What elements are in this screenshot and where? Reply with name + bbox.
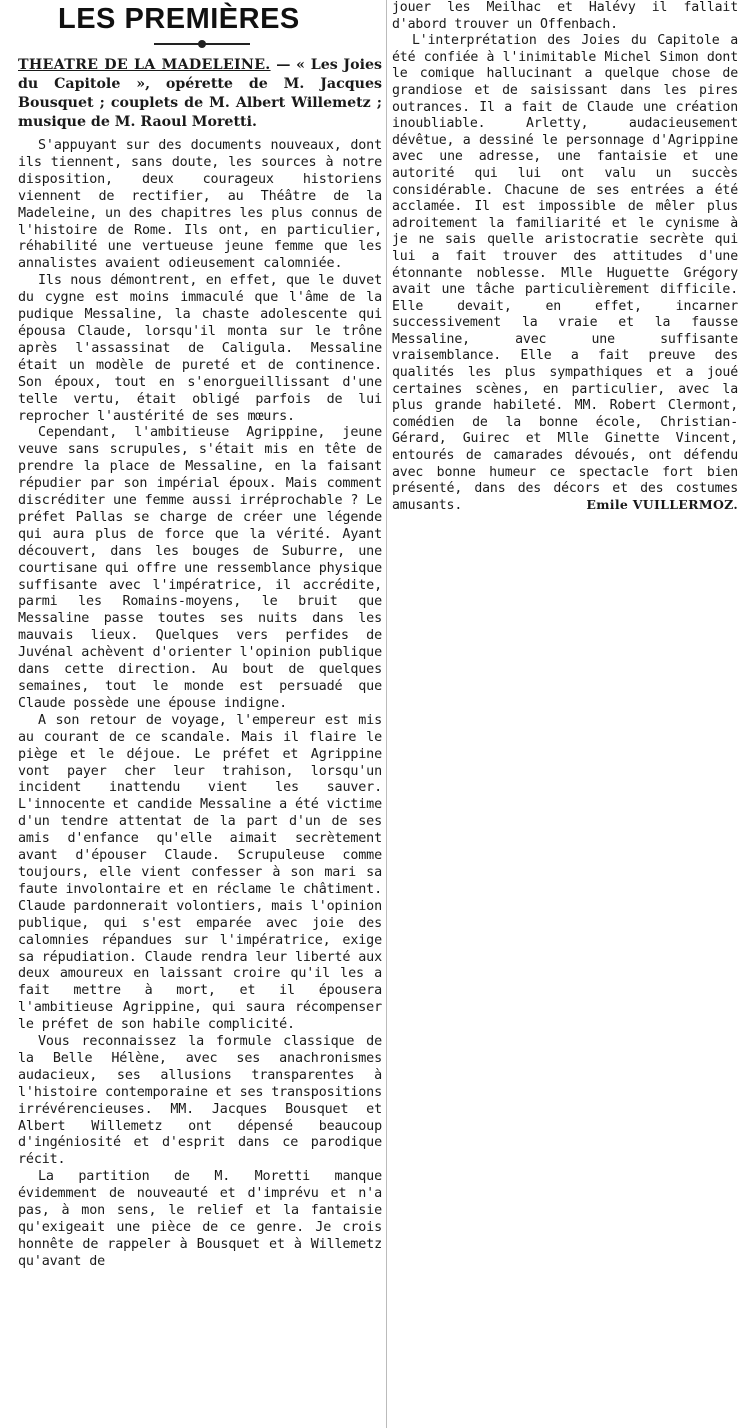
article-paragraph-5: Vous reconnaissez la formule classique de la Belle Hélène, avec ses anachronismes audacieux, ses allusions transparentes à l'histoire contemporaine et ses transpositions irrévérencieuses. MM. Jacques Bousquet et Albert Willemetz ont dépensé beaucoup d'ingéniosité et d'esprit dans ce parodique récit. — [18, 1034, 382, 1168]
article-paragraph-6: La partition de M. Moretti manque évidemment de nouveauté et d'imprévu et n'a pas, à mon sens, le relief et la fantaisie qu'exigeait une pièce de ce genre. Je crois honnête de rappeler à Bousquet et à Willemetz qu'avant de — [18, 1169, 382, 1269]
column-divider — [386, 0, 387, 1428]
ornament-divider — [154, 40, 250, 48]
author-signature: Emile VUILLERMOZ. — [586, 497, 738, 513]
article-paragraph-3: Cependant, l'ambitieuse Agrippine, jeune veuve sans scrupules, s'était mis en tête de prendre la place de Messaline, en la faisant répudier par son impérial époux. Mais comment discréditer une femme aussi irréprochable ? Le préfet Pallas se charge de créer une légende qui aura plus de force que la vérité. Ayant découvert, dans les bouges de Suburre, une courtisane qui offre une ressemblance physique suffisante avec l'impératrice, il accrédite, parmi les Romains-moyens, le bruit que Messaline passe toutes ses nuits dans les mauvais lieux. Quelques vers perfides de Juvénal achèvent d'orienter l'opinion publique dans cette direction. Au bout de quelques semaines, tout le monde est persuadé que Claude possède une épouse indigne. — [18, 425, 382, 711]
headline: LES PREMIÈRES — [58, 3, 300, 35]
article-paragraph-8: L'interprétation des Joies du Capitole a été confiée à l'inimitable Michel Simon dont le comique hallucinant a quelque chose de grandiose et de saisissant dans les pires outrances. Il a fait de Claude une création inoubliable. Arletty, audacieusement dévêtue, a dessiné le personnage d'Agrippine avec une adresse, une fantaisie et une autorité qui lui ont valu un succès considérable. Chacune de ses entrées a été acclamée. Il est impossible de mêler plus adroitement la familiarité et le cynisme à je ne sais quelle aristocratie secrète qui lui a fait trouver des attitudes d'une étonnante noblesse. Mlle Huguette Grégory avait une tâche particulièrement difficile. Elle devait, en effet, incarner successivement la vraie et la fausse Messaline, avec une suffisante vraisemblance. Elle a fait preuve des qualités les plus sympathiques et a joué certaines scènes, en particulier, avec la plus grande habileté. MM. Robert Clermont, comédien de la bonne école, Christian-Gérard, Guirec et Mlle Ginette Vincent, entourés de camarades dévoués, ont défendu avec bonne humeur ce spectacle fort bien présenté, dans des décors et des costumes amusants. — [392, 33, 738, 513]
right-column — [392, 0, 738, 548]
header-dash: — — [270, 57, 297, 73]
article-paragraph-2: Ils nous démontrent, en effet, que le duvet du cygne est moins immaculé que l'âme de la pudique Messaline, la chaste adolescente qui épousa Claude, lorsqu'il monta sur le trône après l'assassinat de Caligula. Messaline était un modèle de pureté et de continence. Son époux, tout en s'enorgueillissant d'une telle vertu, était obligé parfois de lui reprocher l'austérité de ses mœurs. — [18, 273, 382, 424]
article-paragraph-1: S'appuyant sur des documents nouveaux, dont ils tiennent, sans doute, les sources à notre disposition, deux courageux historiens viennent de rectifier, au Théâtre de la Madeleine, un des chapitres les plus connus de l'histoire de Rome. Ils ont, en particulier, réhabilité une vertueuse jeune femme que les annalistes avaient odieusement calomniée. — [18, 138, 382, 272]
venue-name: THEATRE DE LA MADELEINE. — [18, 57, 271, 73]
left-column — [18, 2, 382, 1426]
show-details: « Les Joies du Capitole », opérette de M. Jacques Bousquet ; couplets de M. Albert Willemetz ; musique de M. Raoul Moretti. — [18, 57, 382, 130]
ornament-dot — [198, 40, 206, 48]
theatre-header — [18, 56, 382, 132]
article-paragraph-7: jouer les Meilhac et Halévy il fallait d'abord trouver un Offenbach. — [392, 0, 738, 32]
article-paragraph-4: A son retour de voyage, l'empereur est mis au courant de ce scandale. Mais il flaire le piège et le déjoue. Le préfet et Agrippine vont payer cher leur trahison, lorsqu'un incident inattendu vient les sauver. L'innocente et candide Messaline a été victime d'un tendre attentat de la part d'un de ses amis d'enfance qu'elle aimait secrètement avant d'épouser Claude. Scrupuleuse comme toujours, elle vient confesser à son mari sa faute involontaire et en réclame le châtiment. Claude pardonnerait volontiers, mais l'opinion publique, qui s'est emparée avec joie des calomnies répandues sur l'impératrice, exige sa répudiation. Claude rendra leur liberté aux deux amoureux en laissant croire qu'il les a fait mettre à mort, et il épousera l'ambitieuse Agrippine, qui saura récompenser le préfet de son habile complicité. — [18, 712, 382, 1033]
